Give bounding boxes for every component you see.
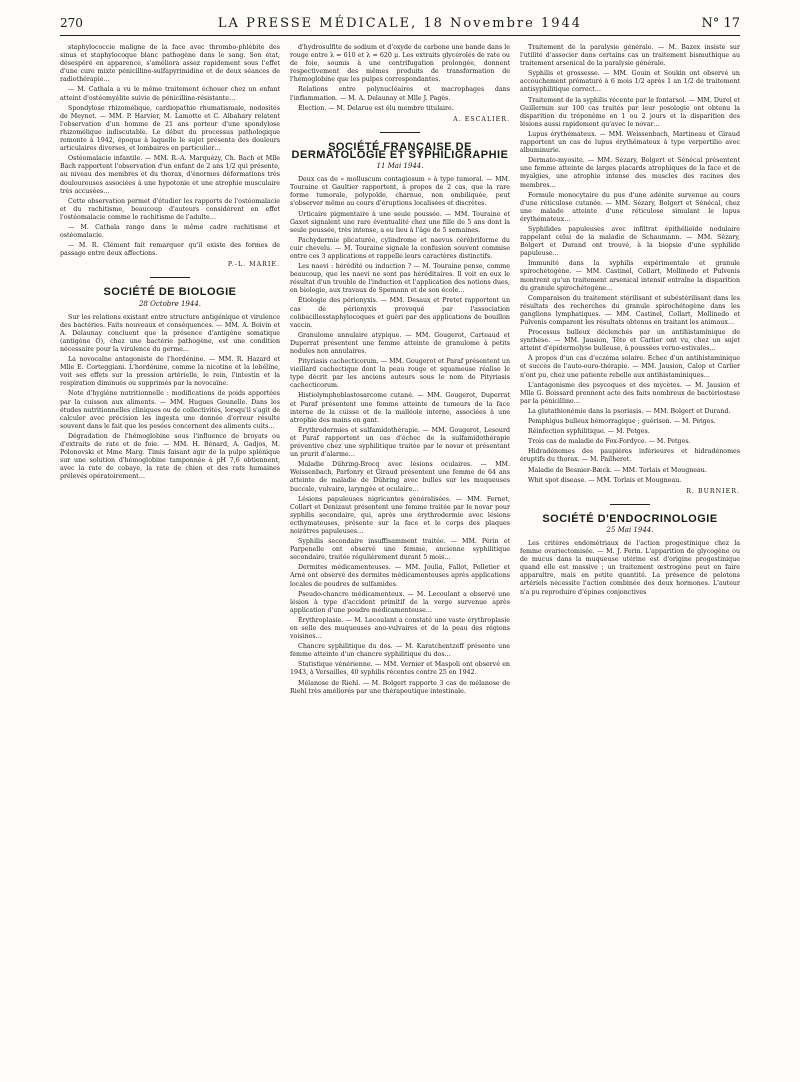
paragraph: À propos d'un cas d'eczéma solaire. Échec d'un antihistaminique et succès de l'auto-ouro-thérapie. — MM. Jausion, Calop et Carlier n'ont pu, chez une patiente rebelle aux antihistaminiques… xyxy=(520,355,740,379)
paragraph: Immunité dans la syphilis expérimentale et granule spirochétogène. — MM. Castinel, Collart, Mollinedo et Pulvenis montrent qu'un traitement arsenical intensif entraîne la disparition du granule spirochétogène… xyxy=(520,260,740,292)
paragraph: Étiologie des périonyxis. — MM. Desaux et Pretet rapportent un cas de périonyxis provoqué par l'association colibacillesstaphylocoques et guéri par des applications de bouillon vaccin. xyxy=(290,297,510,329)
paragraph: La glutathionémie dans la psoriasis. — MM. Bolgert et Durand. xyxy=(528,407,731,415)
paragraph: Lésions papuleuses nigricantes généralisées. — MM. Fernet, Collart et Denizaut présentent une femme traitée par le novar pour syphilis secondaire, qui, après une érythrodermie avec lésions ecthymateuses, présente sur la face et le corps des plaques noirâtres papuleuses… xyxy=(290,495,510,535)
section-date: 11 Mai 1944. xyxy=(376,162,424,171)
paragraph: Cette observation permet d'étudier les rapports de l'ostéomalacie et du rachitisme, beaucoup d'auteurs considèrent en effet l'ostéomalacie comme le rachitisme de l'adulte… xyxy=(60,197,280,221)
page-number: 270 xyxy=(60,16,83,30)
paragraph: Statistique vénérienne. — MM. Vernier et Maspoli ont observé en 1943, à Versailles, 40 syphilis récentes contre 25 en 1942. xyxy=(290,661,510,677)
paragraph: Pseudo-chancre médicamenteux. — M. Lecoulant a observé une lésion à type d'accident primitif de la verge survenue après application d'une poudre médicamenteuse… xyxy=(290,590,510,614)
paragraph: Deux cas de « molluscum contagiosum » à type tumoral. — MM. Touraine et Gaultier rapportent, à propos de 2 cas, que la rare forme tumorale, polypoïde, charnue, non ombiliquée, peut s'observer même au cours d'éruptions localisées et discrètes. xyxy=(290,176,510,208)
paragraph: Urticaire pigmentaire à une seule poussée. — MM. Touraine et Gaxet signalent une rare éventualité chez une fille de 5 ans dont la seule poussée, très intense, a eu lieu à l'âge de 5 semaines. xyxy=(290,210,510,234)
paragraph: Relations entre polynucléaires et macrophages dans l'inflammation. — M. A. Delaunay et Mlle J. Pagès. xyxy=(290,86,510,102)
section-date: 28 Octobre 1944. xyxy=(138,299,202,308)
paragraph: — M. R. Clément fait remarquer qu'il existe des formes de passage entre deux affections. xyxy=(60,242,280,258)
paragraph: Syphilides papuleuses avec infiltrat épithélioïde nodulaire rappelant celui de la maladie de Schaumann. — MM. Sézary, Bolgert et Durand ont trouvé, à la biopsie d'une syphilide papuleuse… xyxy=(520,225,740,258)
paragraph: Les critères endométriaux de l'action progestinique chez la femme ovariectomisée. — M. J. Ferin. L'apparition de glycogène ou de mucus dans la muqueuse utérine est d'origine progestinique quand elle est massive ; un traitement œstrogène peut en faire apparaître, mais en petite quantité. La présence de pelotons artériels nécessite l'action combinée des deux hormones. L'auteur n'a pu reproduire d'épines conjonctives xyxy=(520,539,740,596)
paragraph: Réinfection syphilitique. — M. Petges. xyxy=(528,428,650,436)
section-title: SOCIÉTÉ FRANÇAISE DE DERMATOLOGIE ET SYPHILIGRAPHIE xyxy=(291,140,509,161)
page-header xyxy=(60,16,740,36)
paragraph: Spondylose rhizomélique, cardiopathie rhumatismale, nodosités de Meynet. — MM. P. Harvier, M. Lamotte et C. Albahary relatent l'observation d'un homme de 21 ans porteur d'une spondylose rhizomélique indiscutable. Le début du processus pathologique remonte à 1942, époque à laquelle le sujet présenta des douleurs articulaires diverses, et lombaires en particulier… xyxy=(60,104,280,153)
paragraph: Histiolymphoblastosarcome cutané. — MM. Gougerot, Duperrat et Paraf présentent une femme atteinte de tumeurs de la face interne de la cuisse et de la malléole interne, associées à une atrophie des mains en gant. xyxy=(290,392,510,424)
paragraph: Syphilis et grossesse. — MM. Gouin et Soukin ont observé un accouchement prématuré à 6 mois 1/2 après 1 an 1/2 de traitement antisyphilitique correct… xyxy=(520,70,740,94)
section-date: 25 Mai 1944. xyxy=(606,525,654,534)
paragraph: Traitement de la paralysie générale. — M. Bazex insiste sur l'utilité d'associer dans certains cas un traitement bismuthique au traitement arsenical de la paralysie générale. xyxy=(520,44,740,68)
paragraph: Ostéomalacie infantile. — MM. R.-A. Marquézy, Ch. Bach et Mlle Bach rapportent l'observation d'un enfant de 2 ans 1/2 qui présente, au niveau des membres et du thorax, d'énormes déformations très douloureuses associées à une hypotonie et une atrophie musculaire très accusées… xyxy=(60,155,280,195)
paragraph: Formule monocytaire du pus d'une adénite survenue au cours d'une réticulose cutanée. — MM. Sézary, Bolgert et Sénécal, chez une malade atteinte d'une réticulose simulant le lupus érythémateux… xyxy=(520,191,740,223)
paragraph: Comparaison du traitement stérilisant et subéstérilisant dans les résultats des recherches du granule spirochétogène dans les ganglions lymphatiques. — MM. Castinel, Collart, Mollinedo et Pulvenis comparent les résultats obtenus en traitant les animaux… xyxy=(520,294,740,326)
divider xyxy=(150,277,190,278)
column-left xyxy=(60,44,280,1068)
journal-title: LA PRESSE MÉDICALE, 18 Novembre 1944 xyxy=(217,16,583,31)
paragraph: Lupus érythémateux. — MM. Weissenbach, Martineau et Giraud rapportent un cas de lupus érythémateux à type verpertilio avec albuminurie. xyxy=(520,130,740,155)
paragraph: Hidradénomes des paupières inférieures et hidradénomes éruptifs du thorax. — M. Pailheret. xyxy=(520,448,740,464)
section-title: SOCIÉTÉ DE BIOLOGIE xyxy=(103,286,237,299)
paragraph: Whit spot disease. — MM. Torlais et Mougneau. xyxy=(528,476,682,484)
signature: P.-L. MARIE. xyxy=(227,261,280,269)
paragraph: — M. Cathala a vu le même traitement échouer chez un enfant atteint d'ostéomyélite suivie de pénicilline-résistante… xyxy=(60,86,280,102)
signature: A. ESCALIER. xyxy=(453,115,510,123)
paragraph: Dermato-myosite. — MM. Sézary, Bolgert et Sénécal présentent une femme atteinte de larges placards atrophiques de la face et de myalgies, une atrophie intense des muscles des racines des membres… xyxy=(520,157,740,189)
paragraph: Chancre syphilitique du dos. — M. Karatchentzeff présente une femme atteinte d'un chancre syphilitique du dos… xyxy=(290,643,510,659)
paragraph: Pemphigus bulleux hémorragique ; guérison. — M. Petges. xyxy=(528,418,716,426)
paragraph: Maladie Dühring-Brocq avec lésions oculaires. — MM. Weissenbach, Parfonry et Giraud présentent une femme de 64 ans atteinte de maladie de Dühring avec bulles sur les muqueuses buccale, vulvaire, laryngée et oculaire… xyxy=(290,461,510,493)
paragraph: Maladie de Besnier-Bæck. — MM. Torlais et Mougneau. xyxy=(528,466,707,474)
paragraph: L'antagonisme des psycoques et des mycètes. — M. Jausion et Mlle G. Boissard prennent acte des faits nombreux de bactériostase par la pénicilline… xyxy=(520,381,740,405)
divider xyxy=(380,132,420,133)
paragraph: d'hydrosulfite de sodium et d'oxyde de carbone une bande dans le rouge entre λ = 610 et λ = 620 μ. Les extraits glycérolés de rate ou de foie, soumis à une centrifugation prolongée, donnent respectivement des mêmes produits de transformation de l'hémoglobine que les pulpes correspondantes. xyxy=(290,44,510,84)
paragraph: Dermites médicamenteuses. — MM. Joulia, Fallot, Pelletier et Arné ont observé des dermites médicamenteuses après applications locales de poudres de sulfamides. xyxy=(290,564,510,588)
paragraph: La novocaïne antagoniste de l'hordénine. — MM. R. Hazard et Mlle E. Corteggiani. L'hordénine, comme la nicotine et la lobéline, voit ses effets sur la pression artérielle, le rein, l'intestin et la respiration diminués ou supprimés par la novocaïne. xyxy=(60,356,280,388)
paragraph: Sur les relations existant entre structure antigénique et virulence des bactéries. Faits nouveaux et conséquences. — MM. A. Boivin et A. Delaunay concluent que la présence d'antigène somatique (antigène O), chez une bactérie pathogène, est une condition nécessaire pour la virulence du germe… xyxy=(60,313,280,353)
paragraph: Les naevi : hérédité ou induction ? — M. Touraine pense, comme beaucoup, que les naevi ne sont pas héréditaires. Il voit en eux le résultat d'un trouble de l'induction et l'application des notions dues, en biologie, aux travaux de Spemann et de son école… xyxy=(290,263,510,295)
column-right xyxy=(520,44,740,1068)
paragraph: Trois cas de maladie de Fox-Fordyce. — M. Petges. xyxy=(528,438,691,446)
paragraph: — M. Cathala range dans le même cadre rachitisme et ostéomalacie. xyxy=(60,223,280,240)
column-middle xyxy=(290,44,510,1068)
paragraph: staphylococcie maligne de la face avec thrombo-phlébite des sinus et staphylocoque blanc pathogène dans le sang. Son état, désespéré en apparence, s'améliora assez rapidement sous l'effet d'une cure mixte pénicilline-sulfapyrimidine et de deux séances de radiothérapie… xyxy=(60,44,280,84)
paragraph: Pachydermie plicaturée, cylindrome et naevus cérébriforme du cuir chevelu. — M. Touraine signale la confusion souvent commise entre ces 3 applications et rappelle leurs caractères distinctifs. xyxy=(290,236,510,260)
paragraph: Dégradation de l'hémoglobine sous l'influence de broyats ou d'extraits de rate et de foie. — MM. H. Bénard, A. Gadjos, M. Polonovski et Mme Marg. Timis faisant agir de la pulpe splénique sur une solution d'hémoglobine tamponnée à pH 7,6 obtiennent, avec la rate de cobaye, la rate de chien et des rats humaines prélevés opératoirement… xyxy=(60,432,280,481)
paragraph: Processus bulleux déclenchés par un antihistaminique de synthèse. — MM. Jausion, Tête et Carlier ont vu, chez un sujet atteint d'épidermolyse bulleuse, à poussées verno-estivales… xyxy=(520,329,740,353)
paragraph: Érythroplasie. — M. Lecoulant a constaté une vaste érythroplasie en selle des muqueuses ano-vulvaires et de la peau des régions voisines… xyxy=(290,616,510,641)
section-title: SOCIÉTÉ D'ENDOCRINOLOGIE xyxy=(542,512,718,525)
paragraph: Pityriasis cachecticorum. — MM. Gougerot et Paraf présentent un vieillard cachectique dont la peau rouge et squameuse réalise le type décrit par les anciens auteurs sous le nom de Pityriasis cachecticorum. xyxy=(290,358,510,390)
paragraph: Note d'hygiène nutritionnelle : modifications de poids apportées par la cuisson aux aliments. — MM. Hugues Gounelle. Dans les études nutritionnelles cliniques ou de collectivités, lorsqu'il s'agit de calculer avec précision les ingesta une donnée d'erreur résulte souvent dans le fait que les pesées concernent des aliments cuits… xyxy=(60,390,280,430)
issue-number: N° 17 xyxy=(701,16,740,31)
paragraph: Mélanose de Riehl. — M. Bolgert rapporte 3 cas de mélanose de Riehl très améliorés par une thérapeutique intestinale. xyxy=(290,679,510,695)
signature: R. BURNIER. xyxy=(686,487,740,495)
paragraph: Syphilis secondaire insuffisamment traitée. — MM. Périn et Parpenelle ont observé une femme, ancienne syphilitique secondaire, traitée régulièrement durant 5 mois… xyxy=(290,538,510,562)
paragraph: Élection. — M. Delarue est élu membre titulaire. xyxy=(298,104,454,112)
paragraph: Érythrodermies et sulfamidothérapie. — MM. Gougerot, Lesourd et Paraf rapportent un cas d'échec de la sulfamidothérapie préventive chez une syphilitique traitée par le novar et présentant un prurit d'alarme… xyxy=(290,426,510,459)
paragraph: Traitement de la syphilis récente par le fontarsol. — MM. Durel et Guillermin sur 100 cas traités par leur posologie ont obtenu la disparition du tréponème en 1 ou 2 jours et la disparition des lésions aussi rapidement qu'avec le novar… xyxy=(520,96,740,128)
paragraph: Granulome annulaire atypique. — MM. Gougerot, Carteaud et Duperrat présentent une femme atteinte de granulome à petits nodules non annulaires. xyxy=(290,331,510,355)
divider xyxy=(610,504,650,505)
